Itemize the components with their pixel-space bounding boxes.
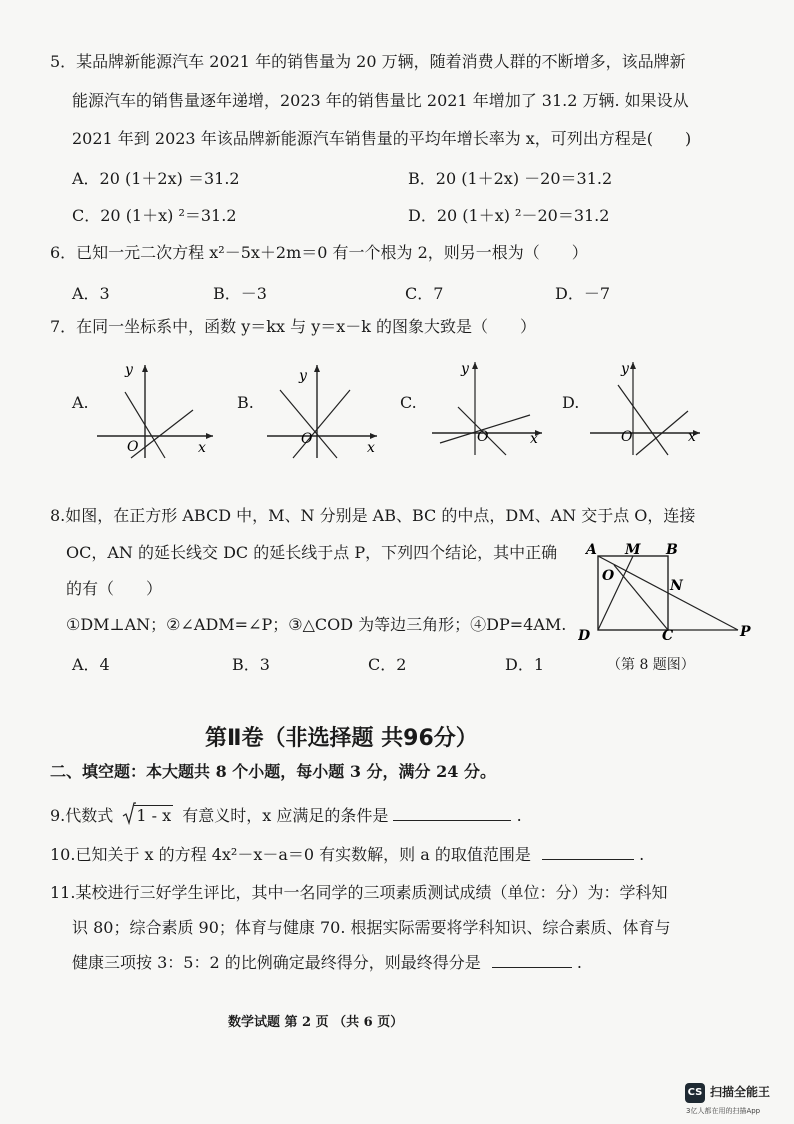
- label-d: D: [578, 628, 591, 643]
- fill-in-heading: 二、填空题：本大题共 8 个小题，每小题 3 分，满分 24 分。: [50, 762, 496, 781]
- sqrt-sign-icon: [122, 802, 136, 826]
- y-axis-label: y: [621, 361, 629, 377]
- q9-end: .: [516, 806, 522, 825]
- q8-option-a: A．4: [72, 655, 110, 674]
- q7-option-a-label: A.: [72, 393, 89, 412]
- q6-line1: 6．已知一元二次方程 x²－5x＋2m＝0 有一个根为 2，则另一根为（ ）: [50, 243, 588, 262]
- y-axis-label: y: [461, 361, 469, 377]
- q5-line2: 能源汽车的销售量逐年递增，2023 年的销售量比 2021 年增加了 31.2 万辆. 如果设从: [72, 91, 689, 110]
- origin-label: O: [127, 439, 139, 455]
- q8-line2: OC，AN 的延长线交 DC 的延长线于点 P，下列四个结论，其中正确: [66, 543, 558, 562]
- q8-figure-caption: （第 8 题图）: [607, 657, 695, 673]
- q5-option-b: B．20 (1＋2x) －20＝31.2: [408, 169, 613, 188]
- origin-label: O: [621, 429, 633, 445]
- page-footer: 数学试题 第 2 页 （共 6 页）: [228, 1015, 404, 1030]
- q7-graph-d: [588, 357, 708, 457]
- q7-option-d-label: D.: [562, 393, 580, 412]
- q10-answer-blank[interactable]: [542, 845, 634, 860]
- q5-option-d: D．20 (1＋x) ²－20＝31.2: [408, 206, 610, 225]
- x-axis-label: x: [198, 440, 206, 456]
- q8-option-b: B．3: [232, 655, 270, 674]
- watermark-subtitle: 3亿人都在用的扫描App: [686, 1107, 761, 1115]
- q7-line1: 7．在同一坐标系中，函数 y＝kx 与 y＝x－k 的图象大致是（ ）: [50, 317, 537, 336]
- q10-end: .: [639, 845, 645, 864]
- y-axis-label: y: [299, 368, 307, 384]
- q8-line1: 8.如图，在正方形 ABCD 中，M、N 分别是 AB、BC 的中点，DM、AN 交于点 O，连接: [50, 506, 696, 525]
- origin-label: O: [301, 431, 313, 447]
- q8-line3: 的有（ ）: [66, 579, 163, 598]
- q11-answer-blank[interactable]: [492, 953, 572, 968]
- q5-option-a: A．20 (1＋2x) ＝31.2: [72, 169, 240, 188]
- q6-option-b: B．－3: [213, 284, 267, 303]
- section-title: 第Ⅱ卷（非选择题 共96分）: [205, 726, 478, 751]
- q9-prefix: 9.代数式: [50, 806, 114, 825]
- watermark-title: 扫描全能王: [710, 1085, 771, 1099]
- label-b: B: [666, 542, 678, 558]
- q9-sqrt: [122, 806, 173, 826]
- origin-label: O: [477, 429, 489, 445]
- q8-line4: ①DM⊥AN；②∠ADM=∠P；③△COD 为等边三角形；④DP=4AM.: [66, 615, 567, 634]
- x-axis-label: x: [530, 431, 538, 447]
- q11-line3-text: 健康三项按 3：5：2 的比例确定最终得分，则最终得分是: [72, 953, 481, 972]
- q7-graph-a: [95, 360, 215, 460]
- y-axis-label: y: [125, 362, 133, 378]
- q5-option-c: C．20 (1＋x) ²＝31.2: [72, 206, 237, 225]
- q9-answer-blank[interactable]: [393, 806, 511, 821]
- label-a: A: [586, 542, 597, 558]
- q8-option-d: D．1: [505, 655, 545, 674]
- label-p: P: [740, 624, 751, 640]
- q5-line1: 5．某品牌新能源汽车 2021 年的销售量为 20 万辆，随着消费人群的不断增多，该品牌新: [50, 52, 686, 71]
- q9-line: [50, 806, 522, 826]
- q9-radicand: 1 - x: [136, 806, 172, 825]
- q6-option-a: A．3: [72, 284, 110, 303]
- x-axis-label: x: [688, 429, 696, 445]
- q6-option-c: C．7: [405, 284, 444, 303]
- q10-text: 10.已知关于 x 的方程 4x²－x－a＝0 有实数解，则 a 的取值范围是: [50, 845, 531, 864]
- q10-line: [50, 845, 644, 865]
- label-m: M: [625, 542, 641, 558]
- q11-end: .: [576, 953, 582, 972]
- q5-line3: 2021 年到 2023 年该品牌新能源汽车销售量的平均年增长率为 x，可列出方程是( ): [72, 129, 692, 148]
- label-o: O: [602, 568, 615, 584]
- camscanner-logo-icon: CS: [685, 1083, 705, 1103]
- x-axis-label: x: [367, 440, 375, 456]
- q8-figure-square: [578, 538, 758, 643]
- q11-line2: 识 80；综合素质 90；体育与健康 70. 根据实际需要将学科知识、综合素质、体育与: [72, 918, 671, 937]
- q7-graph-b: [265, 360, 385, 460]
- label-n: N: [670, 578, 683, 594]
- label-c: C: [662, 628, 674, 643]
- q7-option-c-label: C.: [400, 393, 417, 412]
- q9-suffix: 有意义时，x 应满足的条件是: [182, 806, 389, 825]
- q6-option-d: D．－7: [555, 284, 611, 303]
- q7-graph-c: [430, 357, 550, 457]
- q11-line1: 11.某校进行三好学生评比，其中一名同学的三项素质测试成绩（单位：分）为：学科知: [50, 883, 668, 902]
- q11-line3: [72, 953, 582, 973]
- q8-option-c: C．2: [368, 655, 407, 674]
- q7-option-b-label: B.: [237, 393, 254, 412]
